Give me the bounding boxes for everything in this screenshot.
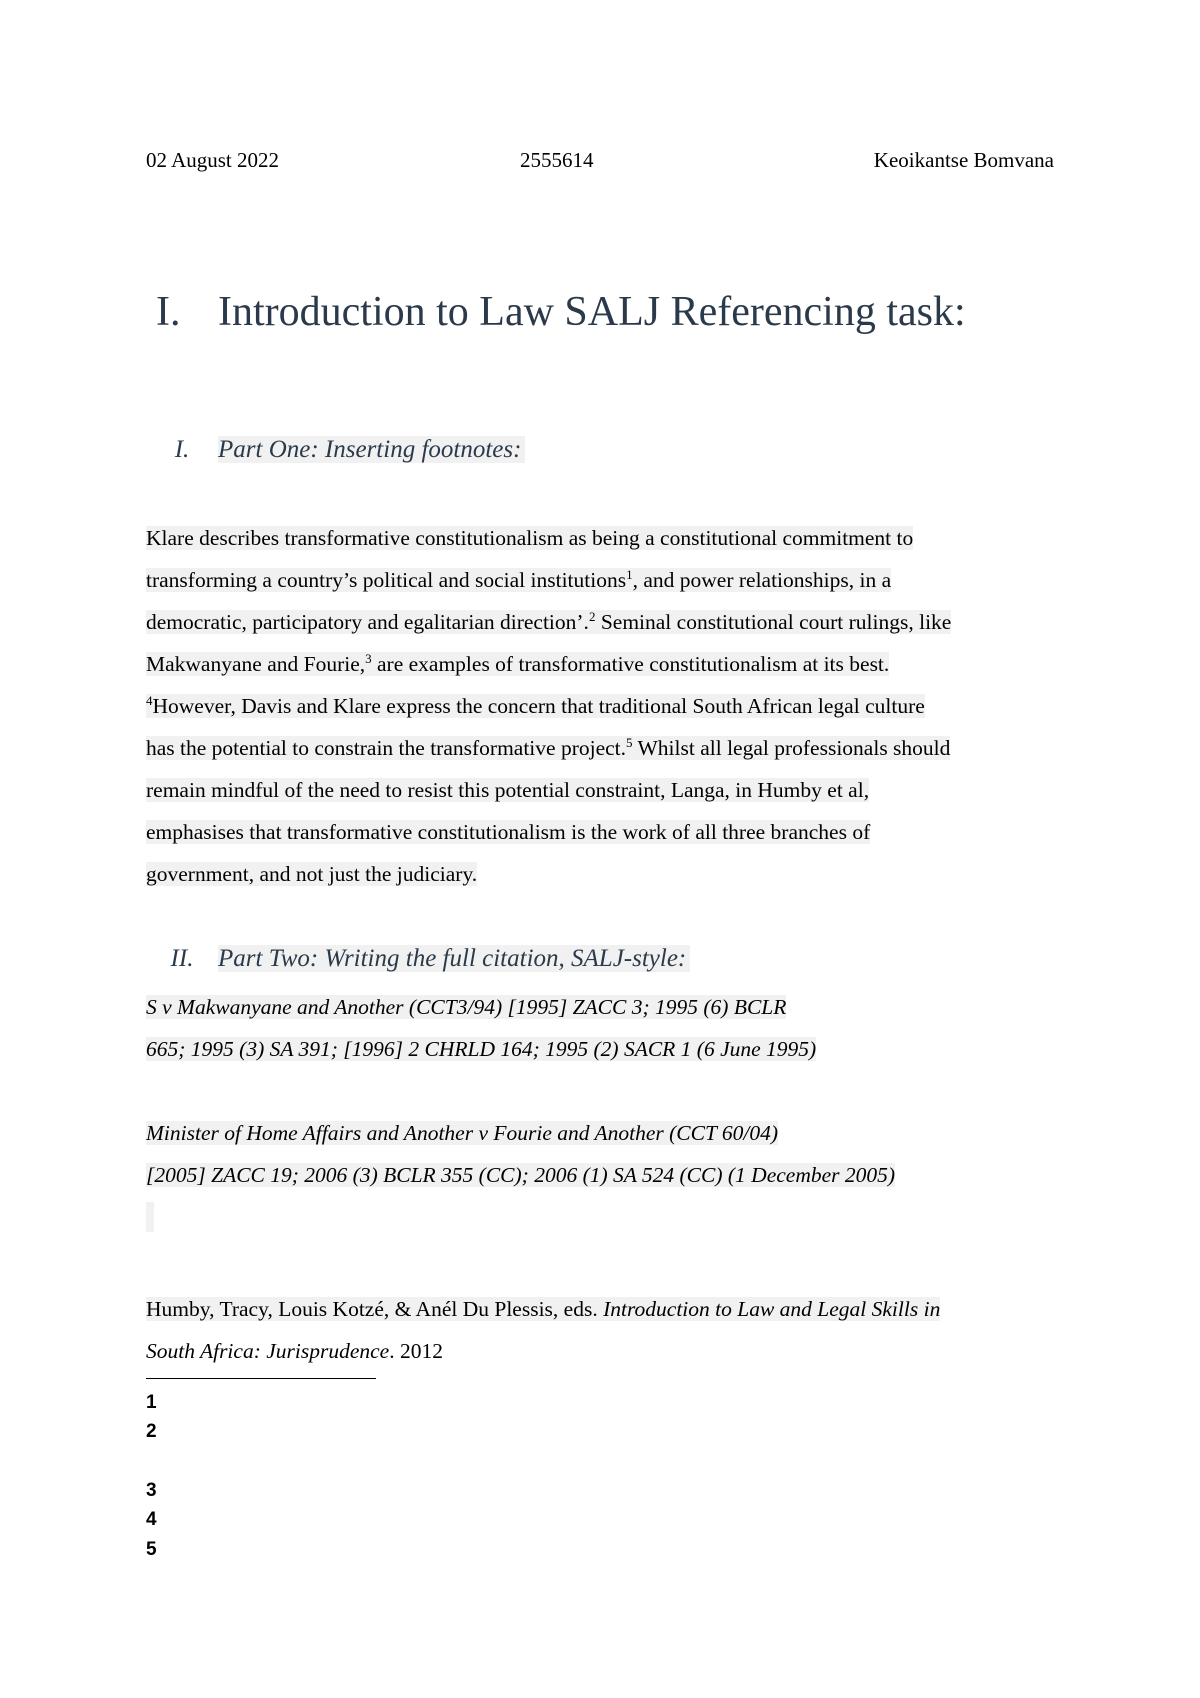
footnote-reference-4[interactable]: 4 [146,693,153,708]
citation-text: 665; 1995 (3) SA 391; [1996] 2 CHRLD 164; 1995 (2) SACR 1 (6 June 1995) [146,1037,817,1061]
bibliography-text [146,1297,940,1321]
paragraph-text-segment: Whilst all legal professionals should [632,736,951,760]
paragraph-line [146,643,1066,685]
paragraph-line [146,853,1066,895]
paragraph-line [146,769,1066,811]
title-text: Introduction to Law SALJ Referencing task: [218,289,966,335]
part-two-heading [146,941,690,977]
empty-paragraph-mark [146,1202,154,1232]
paragraph-text-segment: has the potential to constrain the transformative project. [146,736,627,760]
body-paragraph [146,517,1066,895]
paragraph-text-segment: , and power relationships, in a [632,568,892,592]
footnote-number-5[interactable]: 5 [146,1539,157,1560]
footnote-number-4[interactable]: 4 [146,1509,157,1530]
part-one-heading [146,432,525,468]
paragraph-line [146,601,1066,643]
title-number: I. [156,289,181,335]
footnote-number-1[interactable]: 1 [146,1392,157,1413]
paragraph-text-segment: democratic, participatory and egalitarian direction’. [146,610,589,634]
paragraph-text-segment: Makwanyane and Fourie, [146,652,366,676]
citation-line [146,1028,816,1070]
paragraph-text-segment: are examples of transformative constitutionalism at its best. [371,652,890,676]
part-two-number: II. [170,945,194,972]
bibliography-title: South Africa: Jurisprudence [146,1339,390,1363]
part-two-heading-text: Part Two: Writing the full citation, SALJ-style: [218,945,690,972]
header-student-number: 2555614 [520,148,594,172]
bibliography-title: Introduction to Law and Legal Skills in [603,1297,941,1321]
paragraph-text [146,610,951,634]
paragraph-text: emphasises that transformative constitutionalism is the work of all three branches of [146,820,871,844]
paragraph-text [146,694,925,718]
bibliography-entry [146,1288,940,1372]
part-one-number: I. [174,436,190,463]
paragraph-line [146,811,1066,853]
bibliography-authors: Humby, Tracy, Louis Kotzé, & Anél Du Plessis, eds. [146,1297,604,1321]
page-title [156,284,966,340]
footnote-reference-1[interactable]: 1 [626,567,633,582]
paragraph-text [146,652,889,676]
citation-fourie [146,1112,895,1196]
paragraph-text: remain mindful of the need to resist this potential constraint, Langa, in Humby et al, [146,778,870,802]
footnote-number-3[interactable]: 3 [146,1480,157,1501]
footnote-number-2[interactable]: 2 [146,1421,157,1442]
part-one-heading-text: Part One: Inserting footnotes: [218,436,525,463]
bibliography-line [146,1330,940,1372]
paragraph-line [146,685,1066,727]
bibliography-year: . 2012 [389,1339,443,1363]
citation-text: [2005] ZACC 19; 2006 (3) BCLR 355 (CC); 2006 (1) SA 524 (CC) (1 December 2005) [146,1163,896,1187]
footnote-reference-2[interactable]: 2 [588,609,596,624]
paragraph-line [146,727,1066,769]
header-author: Keoikantse Bomvana [873,148,1054,172]
footnote-reference-3[interactable]: 3 [365,651,372,666]
paragraph-text: Klare describes transformative constitutionalism as being a constitutional commitment to [146,526,914,550]
footnote-separator [146,1378,376,1379]
citation-makwanyane [146,986,816,1070]
citation-line [146,1112,895,1154]
citation-text: S v Makwanyane and Another (CCT3/94) [1995] ZACC 3; 1995 (6) BCLR [146,995,787,1019]
paragraph-text: government, and not just the judiciary. [146,862,478,886]
paragraph-text-segment: Seminal constitutional court rulings, like [595,610,952,634]
footnote-reference-5[interactable]: 5 [626,735,633,750]
paragraph-text-segment: transforming a country’s political and social institutions [146,568,627,592]
paragraph-line [146,517,1066,559]
paragraph-line [146,559,1066,601]
citation-text: Minister of Home Affairs and Another v Fourie and Another (CCT 60/04) [146,1121,779,1145]
paragraph-text [146,568,891,592]
citation-line [146,1154,895,1196]
citation-line [146,986,816,1028]
header-date: 02 August 2022 [146,148,280,172]
paragraph-text [146,736,950,760]
paragraph-text-segment: However, Davis and Klare express the concern that traditional South African legal culture [152,694,925,718]
bibliography-line [146,1288,940,1330]
